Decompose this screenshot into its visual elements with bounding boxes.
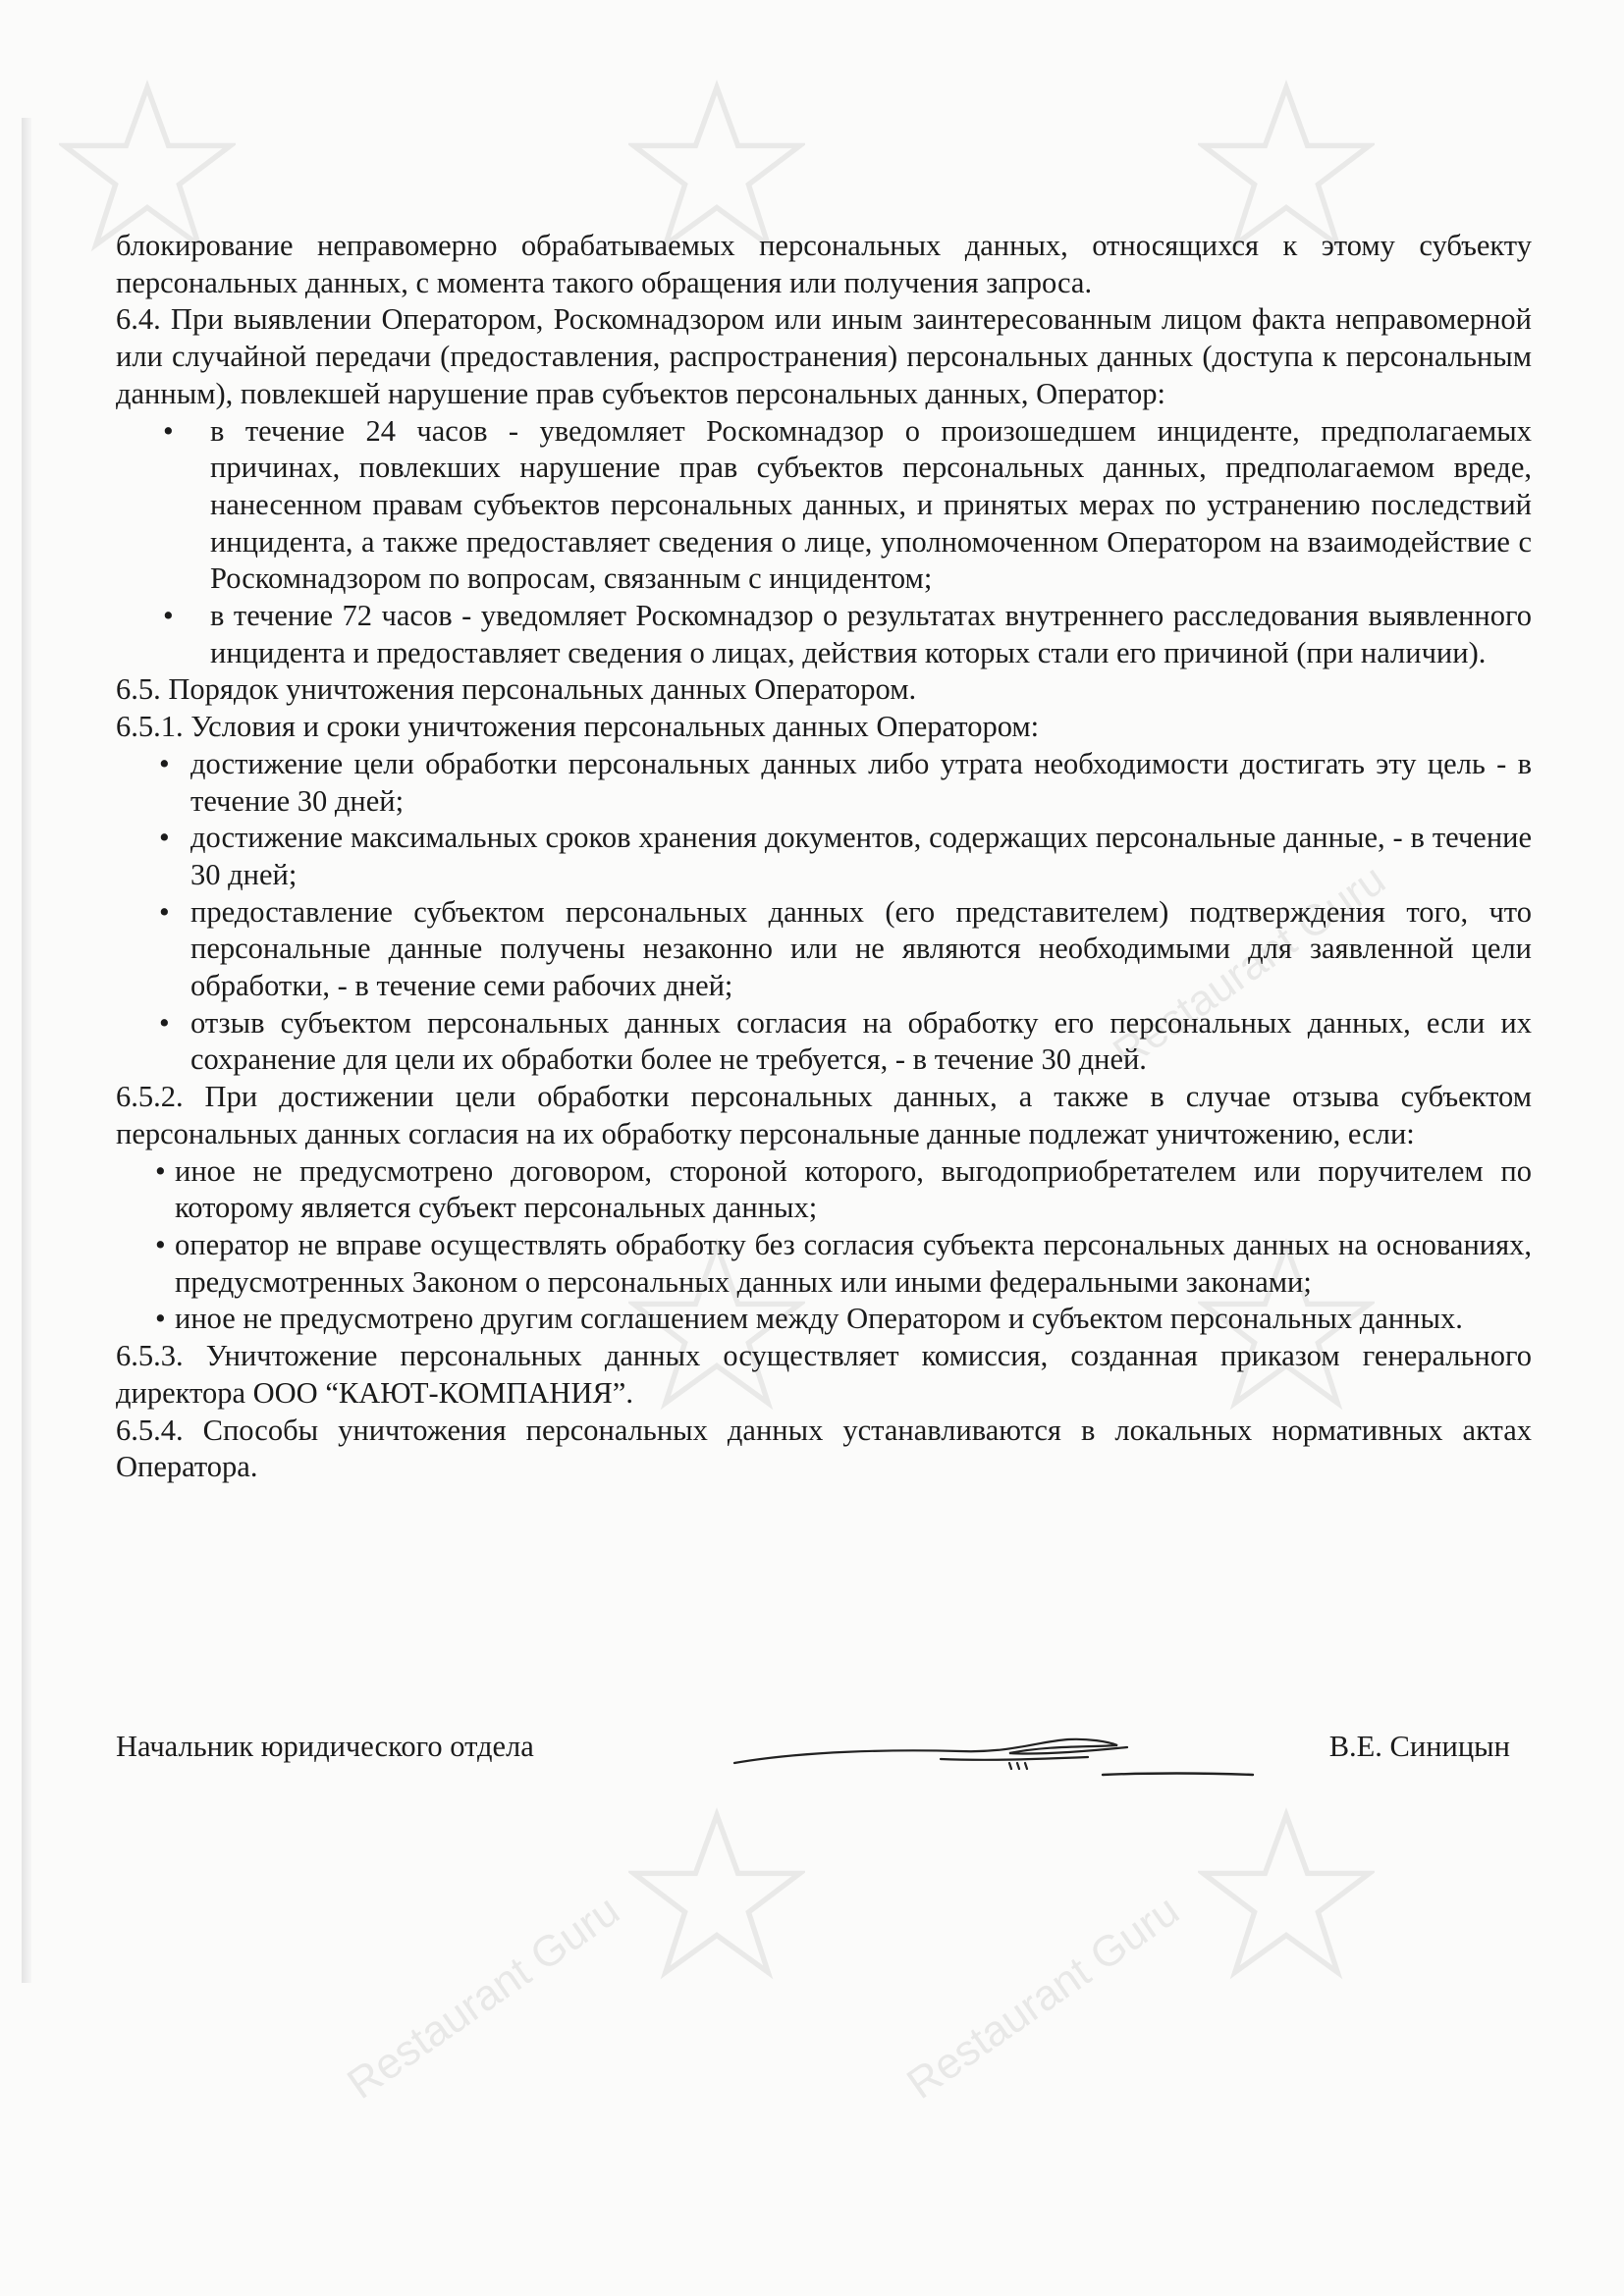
handwritten-signature — [715, 1702, 1265, 1810]
paragraph-6-5-1: 6.5.1. Условия и сроки уничтожения персональных данных Оператором: — [116, 710, 1040, 744]
document-body — [116, 228, 1532, 1486]
paragraph-6-5-4: 6.5.4. Способы уничтожения персональных данных устанавливаются в локальных нормативных актах Оператора. — [116, 1413, 1532, 1484]
bullet-list-6-5-2 — [116, 1153, 1532, 1339]
signature-block — [116, 1716, 1530, 1804]
watermark-text: Restaurant Guru — [339, 1886, 628, 2109]
list-item: • отзыв субъектом персональных данных согласия на обработку его персональных данных, если их сохранение для цели их обработки более не требуется, - в течение 30 дней. — [116, 1005, 1532, 1079]
watermark-star-icon — [628, 1806, 805, 1983]
scan-edge-shadow — [22, 118, 31, 1983]
list-item: • достижение максимальных сроков хранения документов, содержащих персональные данные, - в течение 30 дней; — [116, 820, 1532, 893]
paragraph-6-5: 6.5. Порядок уничтожения персональных данных Оператором. — [116, 672, 917, 707]
list-item: • в течение 24 часов - уведомляет Роскомнадзор о произошедшем инциденте, предполагаемых причинах, повлекших нарушение прав субъектов персональных данных, предполагаемом вреде, нанесенном правам субъектов персональных данных, и принятых мерах по устранению последствий инцидента, а также предоставляет сведения о лице, уполномоченном Оператором на взаимодействие с Роскомнадзором по вопросам, связанным с инцидентом; — [116, 413, 1532, 599]
watermark-star-icon — [1198, 1806, 1375, 1983]
signatory-position: Начальник юридического отдела — [116, 1730, 534, 1763]
bullet-list-6-4 — [116, 413, 1532, 672]
bullet-list-6-5-1 — [116, 746, 1532, 1079]
watermark-text: Restaurant Guru — [1105, 855, 1394, 1078]
signatory-name: В.Е. Синицын — [1328, 1730, 1510, 1763]
list-item: • в течение 72 часов - уведомляет Роскомнадзор о результатах внутреннего расследования выявленного инцидента и предоставляет сведения о лицах, действия которых стали его причиной (при наличии). — [116, 598, 1532, 671]
list-item: • оператор не вправе осуществлять обработку без согласия субъекта персональных данных на основаниях, предусмотренных Законом о персональных данных или иными федеральными законами; — [116, 1227, 1532, 1301]
paragraph-continued: блокирование неправомерно обрабатываемых персональных данных, относящихся к этому субъекту персональных данных, с момента такого обращения или получения запроса. — [116, 229, 1532, 299]
paragraph-6-5-3: 6.5.3. Уничтожение персональных данных осуществляет комиссия, созданная приказом генерального директора ООО “КАЮТ-КОМПАНИЯ”. — [116, 1339, 1532, 1410]
watermark-text: Restaurant Guru — [898, 1886, 1188, 2109]
list-item: • иное не предусмотрено другим соглашением между Оператором и субъектом персональных данных. — [116, 1301, 1532, 1338]
paragraph-6-5-2: 6.5.2. При достижении цели обработки персональных данных, а также в случае отзыва субъектом персональных данных согласия на их обработку персональные данные подлежат уничтожению, если: — [116, 1080, 1532, 1150]
paragraph-6-4: 6.4. При выявлении Оператором, Роскомнадзором или иным заинтересованным лицом факта неправомерной или случайной передачи (предоставления, распространения) персональных данных (доступа к персональным данным), повлекшей нарушение прав субъектов персональных данных, Оператор: — [116, 302, 1532, 410]
list-item: • достижение цели обработки персональных данных либо утрата необходимости достигать эту цель - в течение 30 дней; — [116, 746, 1532, 820]
list-item: • иное не предусмотрено договором, стороной которого, выгодоприобретателем или поручителем по которому является субъект персональных данных; — [116, 1153, 1532, 1227]
list-item: • предоставление субъектом персональных данных (его представителем) подтверждения того, что персональные данные получены незаконно или не являются необходимыми для заявленной цели обработки, - в течение семи рабочих дней; — [116, 894, 1532, 1005]
